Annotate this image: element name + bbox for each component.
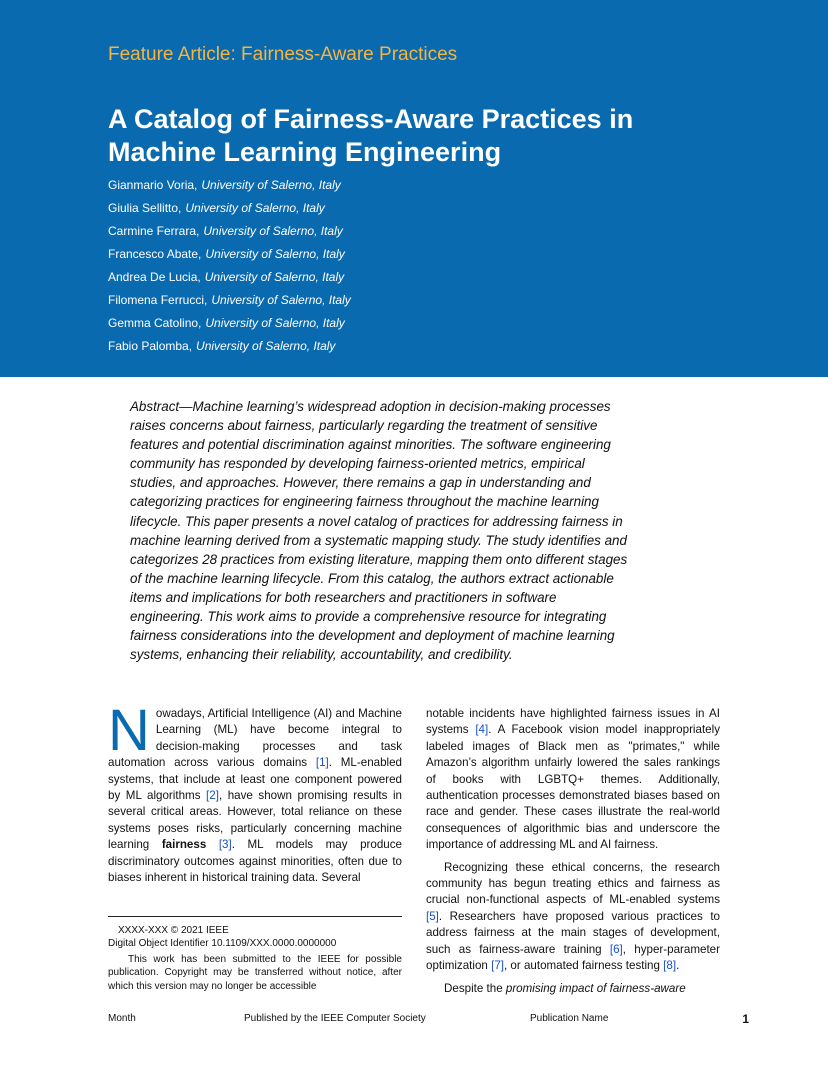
footnotes (108, 924, 402, 993)
copyright-line: XXXX-XXX © 2021 IEEE (118, 925, 229, 936)
submission-notice: This work has been submitted to the IEEE for possible publication. Copyright may be transferred without notice, after which this version may no longer be accessible (108, 953, 402, 992)
body-paragraph (426, 981, 720, 997)
author-name: Fabio Palomba, (108, 339, 193, 353)
author-list (108, 176, 351, 360)
author-item (108, 291, 351, 314)
author-affiliation: University of Salerno, Italy (196, 339, 336, 353)
body-column-left (108, 698, 403, 892)
citation-link[interactable]: [6] (609, 942, 623, 956)
emphasis-text: promising impact of fairness-aware (505, 981, 686, 995)
paper-title: A Catalog of Fairness-Aware Practices in Machine Learning Engineering (108, 104, 634, 167)
body-text: . A Facebook vision model inappropriately labeled images of Black men as "primates," while Amazon’s algorithm unfairly lowered the sales rankings of books with LGBTQ+ themes. Additionally, authentication processes demonstrated biases based on race and gender. These cases illustrate the real-world consequences of algorithmic bias and underscore the importance of addressing ML and AI fairness. (426, 723, 720, 852)
body-paragraph (426, 706, 720, 854)
author-item (108, 337, 351, 360)
drop-cap: N (108, 698, 150, 763)
doi-line: Digital Object Identifier 10.1109/XXX.0000.0000000 (108, 938, 337, 950)
body-text: , hyper-parameter optimization (426, 942, 720, 973)
feature-kicker: Feature Article: Fairness-Aware Practices (108, 44, 458, 65)
body-text: . Researchers have proposed various practices to address fairness at the main stages of development, such as fairness-aware training (426, 909, 720, 956)
body-text: . (676, 959, 680, 973)
author-name: Carmine Ferrara, (108, 224, 200, 238)
citation-link[interactable]: [4] (475, 723, 489, 737)
body-text: owadays, Artificial Intelligence (AI) and Machine Learning (ML) have become integral to decision-making processes and task automation across various domains (108, 707, 402, 770)
footer-publisher: Published by the IEEE Computer Society (244, 1013, 426, 1024)
author-affiliation: University of Salerno, Italy (205, 316, 345, 330)
body-text: Recognizing these ethical concerns, the research community has begun treating ethics and fairness as crucial non-functional aspects of ML-enabled systems (426, 860, 720, 907)
citation-link[interactable]: [1] (315, 756, 329, 770)
footer-month: Month (108, 1013, 136, 1024)
author-affiliation: University of Salerno, Italy (201, 178, 341, 192)
footnote-divider (108, 916, 402, 917)
body-text: . ML models may produce discriminatory outcomes against minorities, often due to biases inherent in historical training data. Several (108, 838, 402, 885)
author-name: Filomena Ferrucci, (108, 293, 208, 307)
author-item (108, 314, 351, 337)
body-text: , have shown promising results in several critical areas. However, total reliance on these systems poses risks, particularly concerning machine learning (108, 789, 402, 852)
body-paragraph (426, 860, 720, 975)
body-text: Despite the (444, 981, 506, 995)
page-number: 1 (742, 1012, 749, 1026)
body-column-right (426, 706, 720, 1003)
author-name: Gianmario Voria, (108, 178, 198, 192)
author-affiliation: University of Salerno, Italy (205, 247, 345, 261)
author-name: Francesco Abate, (108, 247, 202, 261)
citation-link[interactable]: [2] (206, 789, 219, 803)
citation-link[interactable]: [8] (663, 959, 677, 973)
author-item (108, 176, 351, 199)
body-text: . ML-enabled systems, that include at least one component powered by ML algorithms (108, 756, 403, 803)
author-item (108, 245, 351, 268)
author-affiliation: University of Salerno, Italy (203, 224, 343, 238)
citation-link[interactable]: [7] (491, 959, 504, 973)
abstract: Abstract—Machine learning’s widespread adoption in decision-making processes raises concerns about fairness, particularly regarding the treatment of sensitive features and potential discrimination against minorities. The software engineering community has responded by developing fairness-oriented metrics, empirical studies, and approaches. However, there remains a gap in understanding and categorizing practices for engineering fairness throughout the machine learning lifecycle. This paper presents a novel catalog of practices for addressing fairness in machine learning derived from a systematic mapping study. The study identifies and categorizes 28 practices from existing literature, mapping them onto different stages of the machine learning lifecycle. From this catalog, the authors extract actionable items and implications for both researchers and practitioners in software engineering. This work aims to provide a comprehensive resource for integrating fairness considerations into the development and deployment of machine learning systems, enhancing their reliability, accountability, and credibility. (130, 399, 628, 663)
author-item (108, 222, 351, 245)
intro-paragraph (108, 698, 403, 886)
header-banner (0, 0, 828, 377)
citation-link[interactable]: [5] (426, 909, 439, 923)
author-affiliation: University of Salerno, Italy (211, 293, 351, 307)
author-name: Gemma Catolino, (108, 316, 202, 330)
author-item (108, 268, 351, 291)
author-name: Giulia Sellitto, (108, 201, 182, 215)
author-name: Andrea De Lucia, (108, 270, 201, 284)
body-text: notable incidents have highlighted fairness issues in AI systems (426, 707, 720, 737)
bold-term: fairness (161, 838, 207, 852)
footer-publication-name: Publication Name (530, 1013, 609, 1024)
citation-link[interactable]: [3] (218, 838, 232, 852)
body-text: , or automated fairness testing (503, 959, 664, 973)
author-item (108, 199, 351, 222)
body-text (206, 838, 219, 851)
author-affiliation: University of Salerno, Italy (185, 201, 325, 215)
author-affiliation: University of Salerno, Italy (204, 270, 345, 284)
